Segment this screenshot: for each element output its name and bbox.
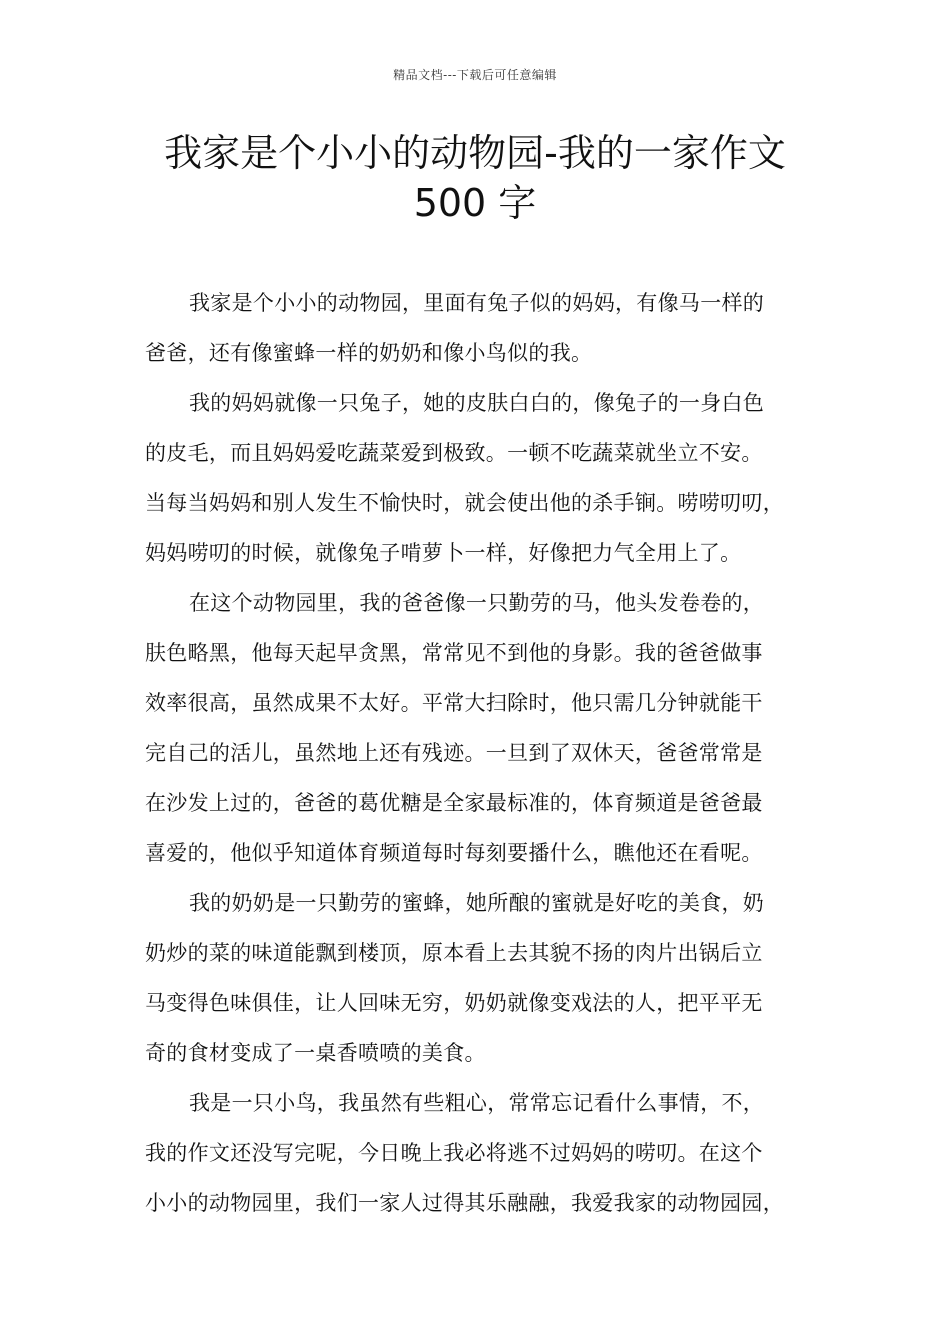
- essay-body: [145, 278, 825, 1228]
- text-line: 喜爱的，他似乎知道体育频道每时每刻要播什么，瞧他还在看呢。: [145, 841, 763, 865]
- title-line-2: 500 字: [413, 181, 537, 225]
- text-line: 的皮毛，而且妈妈爱吃蔬菜爱到极致。一顿不吃蔬菜就坐立不安。: [145, 441, 763, 465]
- text-line: 小小的动物园里，我们一家人过得其乐融融，我爱我家的动物园园，: [145, 1191, 784, 1215]
- text-line: 爸爸，还有像蜜蜂一样的奶奶和像小鸟似的我。: [145, 341, 593, 365]
- text-line: 在这个动物园里，我的爸爸像一只勤劳的马，他头发卷卷的，: [189, 591, 765, 615]
- text-line: 在沙发上过的，爸爸的葛优糖是全家最标准的，体育频道是爸爸最: [145, 791, 763, 815]
- text-line: 我的作文还没写完呢，今日晚上我必将逃不过妈妈的唠叨。在这个: [145, 1141, 763, 1165]
- text-line: 奶炒的菜的味道能飘到楼顶，原本看上去其貌不扬的肉片出锅后立: [145, 941, 763, 965]
- header-note: 精品文档---下载后可任意编辑: [393, 68, 557, 82]
- text-line: 完自己的活儿，虽然地上还有残迹。一旦到了双休天，爸爸常常是: [145, 741, 763, 765]
- document-title: [100, 128, 850, 228]
- text-line: 马变得色味俱佳，让人回味无穷，奶奶就像变戏法的人，把平平无: [145, 991, 763, 1015]
- title-line-1: 我家是个小小的动物园-我的一家作文: [164, 131, 786, 175]
- text-line: 奇的食材变成了一桌香喷喷的美食。: [145, 1041, 486, 1065]
- text-line: 我的妈妈就像一只兔子，她的皮肤白白的，像兔子的一身白色: [189, 391, 765, 415]
- text-line: 效率很高，虽然成果不太好。平常大扫除时，他只需几分钟就能干: [145, 691, 763, 715]
- text-line: 妈妈唠叨的时候，就像兔子啃萝卜一样，好像把力气全用上了。: [145, 541, 742, 565]
- text-line: 当每当妈妈和别人发生不愉快时，就会使出他的杀手锏。唠唠叨叨，: [145, 491, 784, 515]
- text-line: 我家是个小小的动物园，里面有兔子似的妈妈，有像马一样的: [189, 291, 765, 315]
- text-line: 我是一只小鸟，我虽然有些粗心，常常忘记看什么事情，不，: [189, 1091, 765, 1115]
- text-line: 肤色略黑，他每天起早贪黑，常常见不到他的身影。我的爸爸做事: [145, 641, 763, 665]
- text-line: 我的奶奶是一只勤劳的蜜蜂，她所酿的蜜就是好吃的美食，奶: [189, 891, 765, 915]
